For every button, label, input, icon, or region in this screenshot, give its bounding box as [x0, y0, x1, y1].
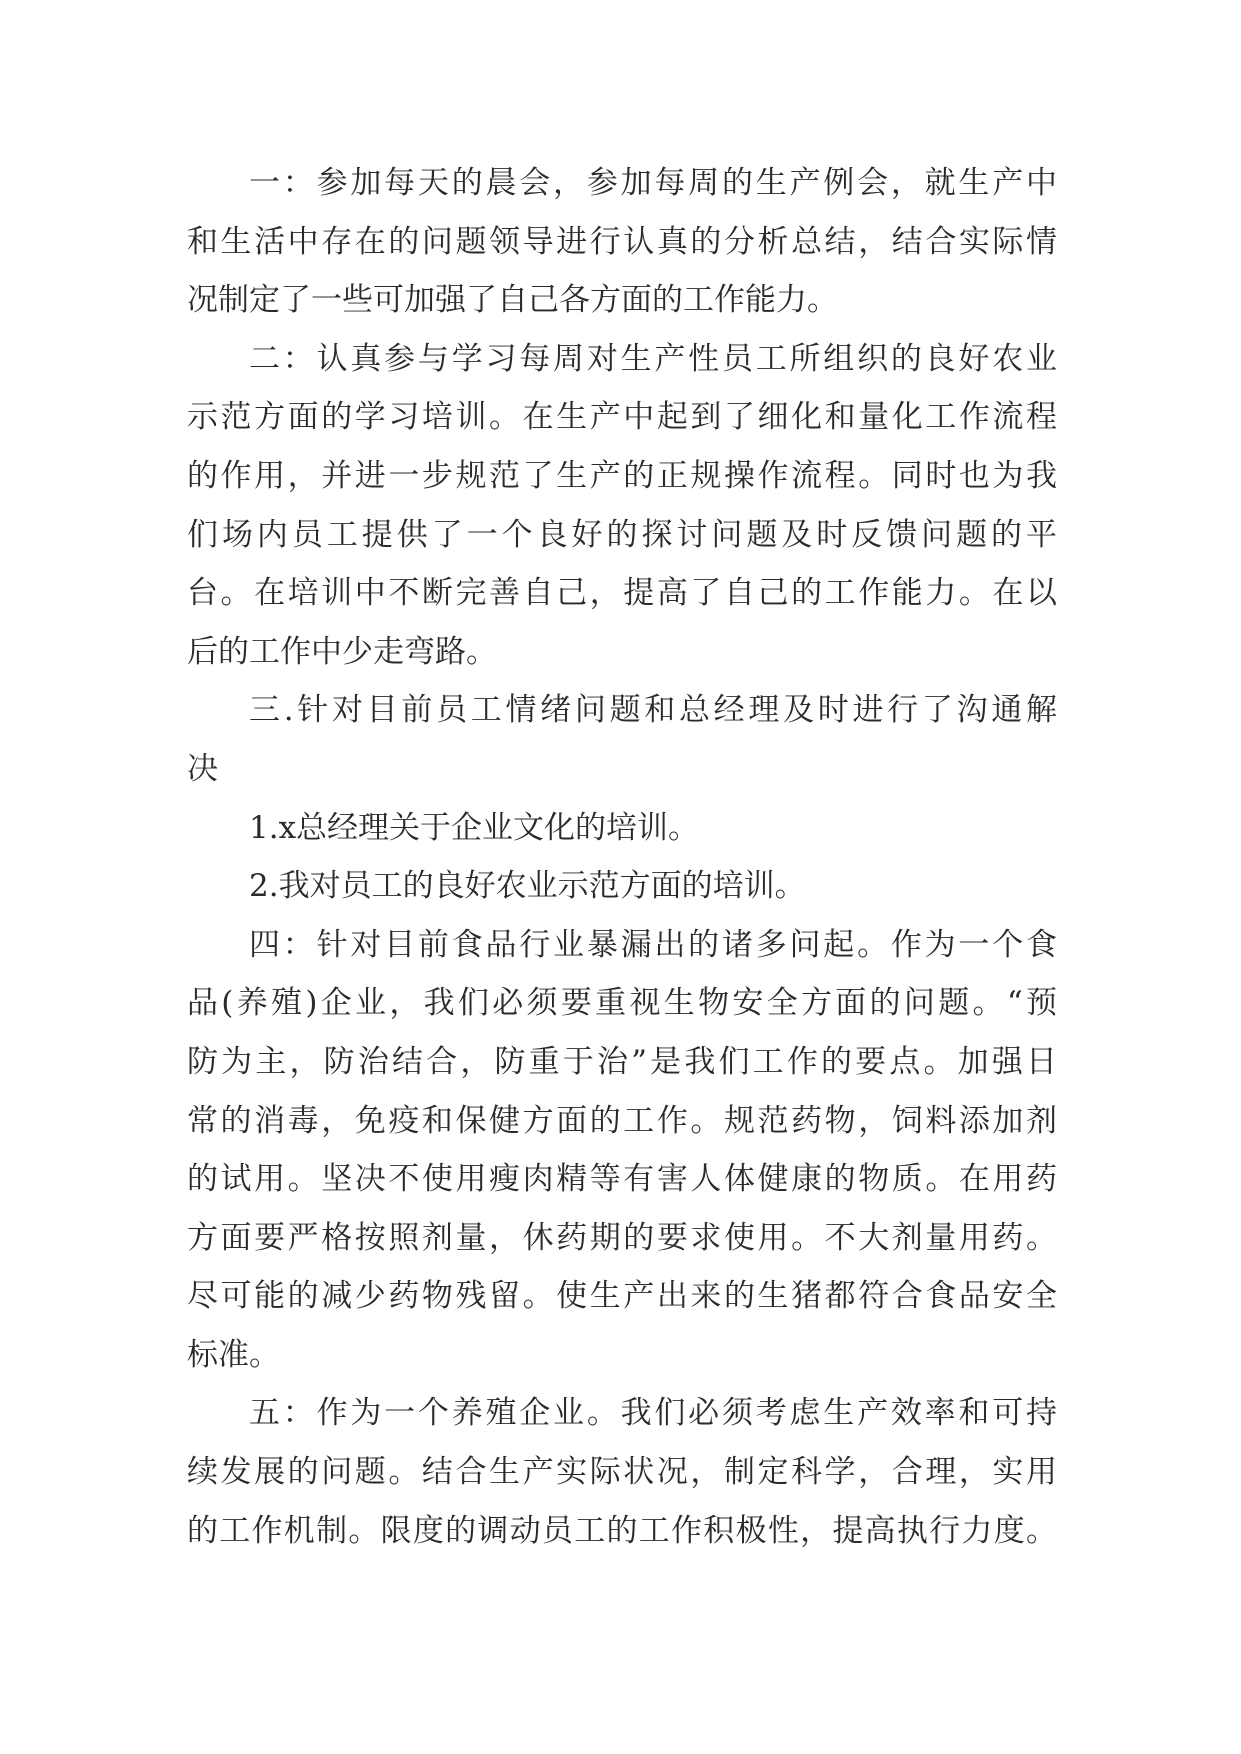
- paragraph-line: 品(养殖)企业，我们必须要重视生物安全方面的问题。“预: [187, 985, 1057, 1022]
- paragraph-line: 们场内员工提供了一个良好的探讨问题及时反馈问题的平: [187, 516, 1057, 553]
- paragraph-line: 二：认真参与学习每周对生产性员工所组织的良好农业: [249, 340, 1057, 377]
- paragraph-line: 的作用，并进一步规范了生产的正规操作流程。同时也为我: [187, 457, 1057, 494]
- paragraph-line: 示范方面的学习培训。在生产中起到了细化和量化工作流程: [187, 399, 1057, 436]
- paragraph-line: 方面要严格按照剂量，休药期的要求使用。不大剂量用药。: [187, 1219, 1057, 1256]
- paragraph-line: 防为主，防治结合，防重于治”是我们工作的要点。加强日: [187, 1043, 1057, 1080]
- paragraph-line: 三.针对目前员工情绪问题和总经理及时进行了沟通解: [249, 692, 1057, 729]
- paragraph-line: 台。在培训中不断完善自己，提高了自己的工作能力。在以: [187, 575, 1057, 612]
- list-item: 1.x总经理关于企业文化的培训。: [249, 809, 700, 846]
- paragraph-line: 常的消毒，免疫和保健方面的工作。规范药物，饲料添加剂: [187, 1102, 1057, 1139]
- paragraph-line: 决: [187, 750, 218, 787]
- paragraph-line: 一：参加每天的晨会，参加每周的生产例会，就生产中: [249, 165, 1057, 201]
- paragraph-line: 况制定了一些可加强了自己各方面的工作能力。: [187, 282, 838, 319]
- paragraph-line: 和生活中存在的问题领导进行认真的分析总结，结合实际情: [187, 223, 1057, 260]
- paragraph-line: 四：针对目前食品行业暴漏出的诸多问起。作为一个食: [249, 926, 1057, 963]
- paragraph-line: 五：作为一个养殖企业。我们必须考虑生产效率和可持: [249, 1395, 1057, 1432]
- document-body: [187, 154, 1057, 1560]
- list-item: 2.我对员工的良好农业示范方面的培训。: [249, 868, 806, 905]
- paragraph-line: 的试用。坚决不使用瘦肉精等有害人体健康的物质。在用药: [187, 1161, 1057, 1198]
- paragraph-line: 的工作机制。限度的调动员工的工作积极性，提高执行力度。: [187, 1512, 1057, 1549]
- paragraph-line: 尽可能的减少药物残留。使生产出来的生猪都符合食品安全: [187, 1278, 1057, 1315]
- paragraph-line: 续发展的问题。结合生产实际状况，制定科学，合理，实用: [187, 1454, 1057, 1491]
- paragraph-line: 标准。: [187, 1336, 280, 1373]
- paragraph-line: 后的工作中少走弯路。: [187, 633, 497, 670]
